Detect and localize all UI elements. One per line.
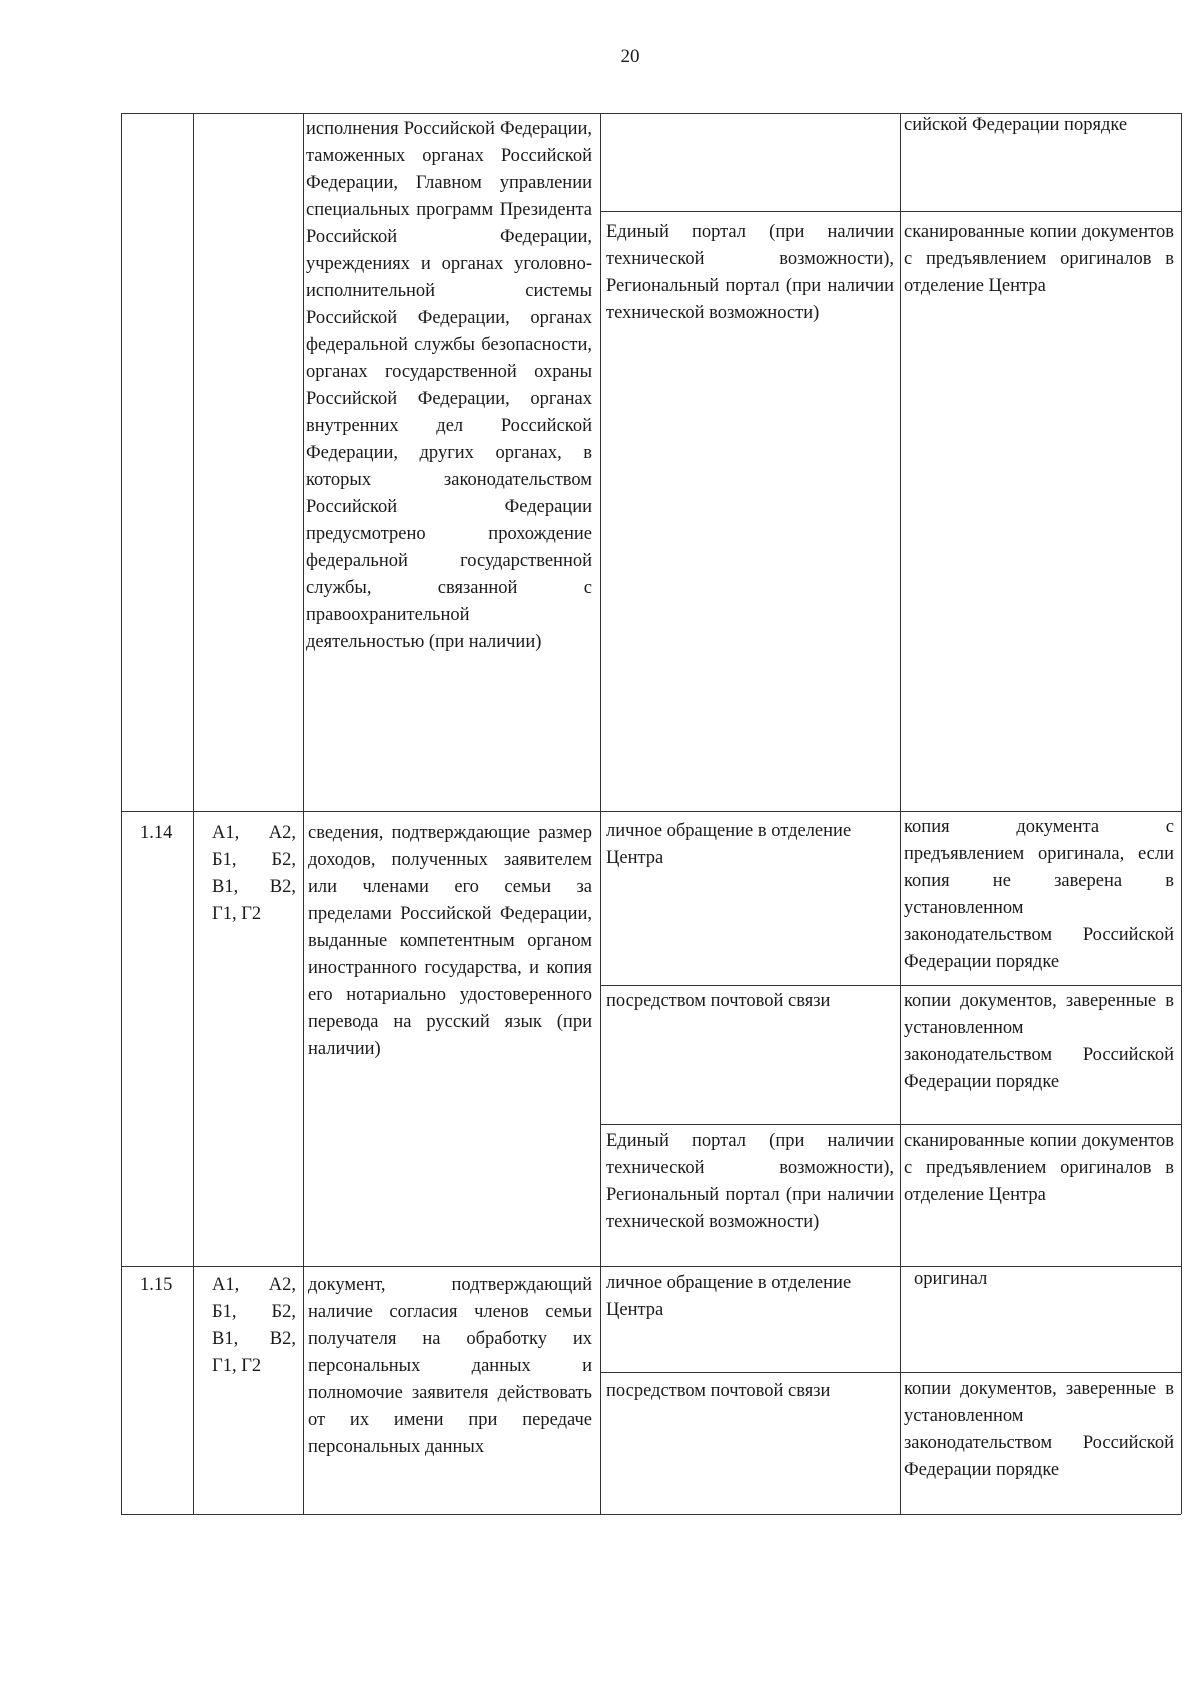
continued-requirement-portal-cell: сканированные копии документов с предъявлением оригиналов в отделение Центра [904, 222, 1174, 296]
description-cell: документ, подтверждающий наличие согласия членов семьи получателя на обработку их персональных данных и полномочие заявителя действовать от их имени при передаче персональных данных [308, 1275, 592, 1457]
row-number: 1.14 [140, 823, 173, 843]
column-divider [303, 113, 304, 1514]
channel-in-person-cell: личное обращение в отделение Центра [606, 1273, 852, 1320]
requirement-copy-cell: копия документа с предъявлением оригинала, если копия не заверена в установленном законодательством Российской Федерации порядке [904, 817, 1174, 972]
requirement-scanned-cell: сканированные копии документов с предъявлением оригиналов в отделение Центра [904, 1131, 1174, 1205]
channel-postal-cell: посредством почтовой связи [606, 991, 831, 1011]
category-codes-cell: А1, А2, Б1, Б2, В1, В2, Г1, Г2 [212, 1275, 296, 1376]
page-number: 20 [620, 46, 640, 67]
table-left-border [121, 113, 122, 1514]
continued-description-cell: исполнения Российской Федерации, таможенных органах Российской Федерации, Главном управлении специальных программ Президента Российской Федерации, учреждениях и органах уголовно-исполнительной системы Российской Федерации, органах федеральной службы безопасности, органах государственной охраны Российской Федерации, органах внутренних дел Российской Федерации, других органах, в которых законодательством Российской Федерации предусмотрено прохождение федеральной государственной службы, связанной с правоохранительной деятельностью (при наличии) [306, 119, 592, 652]
cell-divider [600, 985, 1181, 986]
table-right-border [1181, 113, 1182, 1514]
requirement-original-cell: оригинал [914, 1269, 988, 1289]
row-divider [121, 811, 1181, 812]
cell-divider [600, 1124, 1181, 1125]
column-divider [900, 113, 901, 1514]
channel-postal-cell: посредством почтовой связи [606, 1381, 831, 1401]
channel-portal-cell: Единый портал (при наличии технической возможности), Региональный портал (при наличии технической возможности) [606, 1131, 894, 1232]
requirement-certified-cell: копии документов, заверенные в установленном законодательством Российской Федерации порядке [904, 1379, 1174, 1480]
category-codes-cell: А1, А2, Б1, Б2, В1, В2, Г1, Г2 [212, 823, 296, 924]
cell-divider [600, 211, 1181, 212]
cell-divider [600, 1372, 1181, 1373]
table-bottom-border [121, 1514, 1181, 1515]
continued-channel-portal-cell: Единый портал (при наличии технической возможности), Региональный портал (при наличии технической возможности) [606, 222, 894, 323]
continued-requirement-cell: сийской Федерации порядке [904, 115, 1128, 135]
channel-in-person-cell: личное обращение в отделение Центра [606, 821, 852, 868]
description-cell: сведения, подтверждающие размер доходов, полученных заявителем или членами его семьи за пределами Российской Федерации, выданные компетентным органом иностранного государства, и копия его нотариально удостоверенного перевода на русский язык (при наличии) [308, 823, 592, 1059]
requirement-certified-cell: копии документов, заверенные в установленном законодательством Российской Федерации порядке [904, 991, 1174, 1092]
column-divider [193, 113, 194, 1514]
column-divider [600, 113, 601, 1514]
row-number: 1.15 [140, 1275, 173, 1295]
